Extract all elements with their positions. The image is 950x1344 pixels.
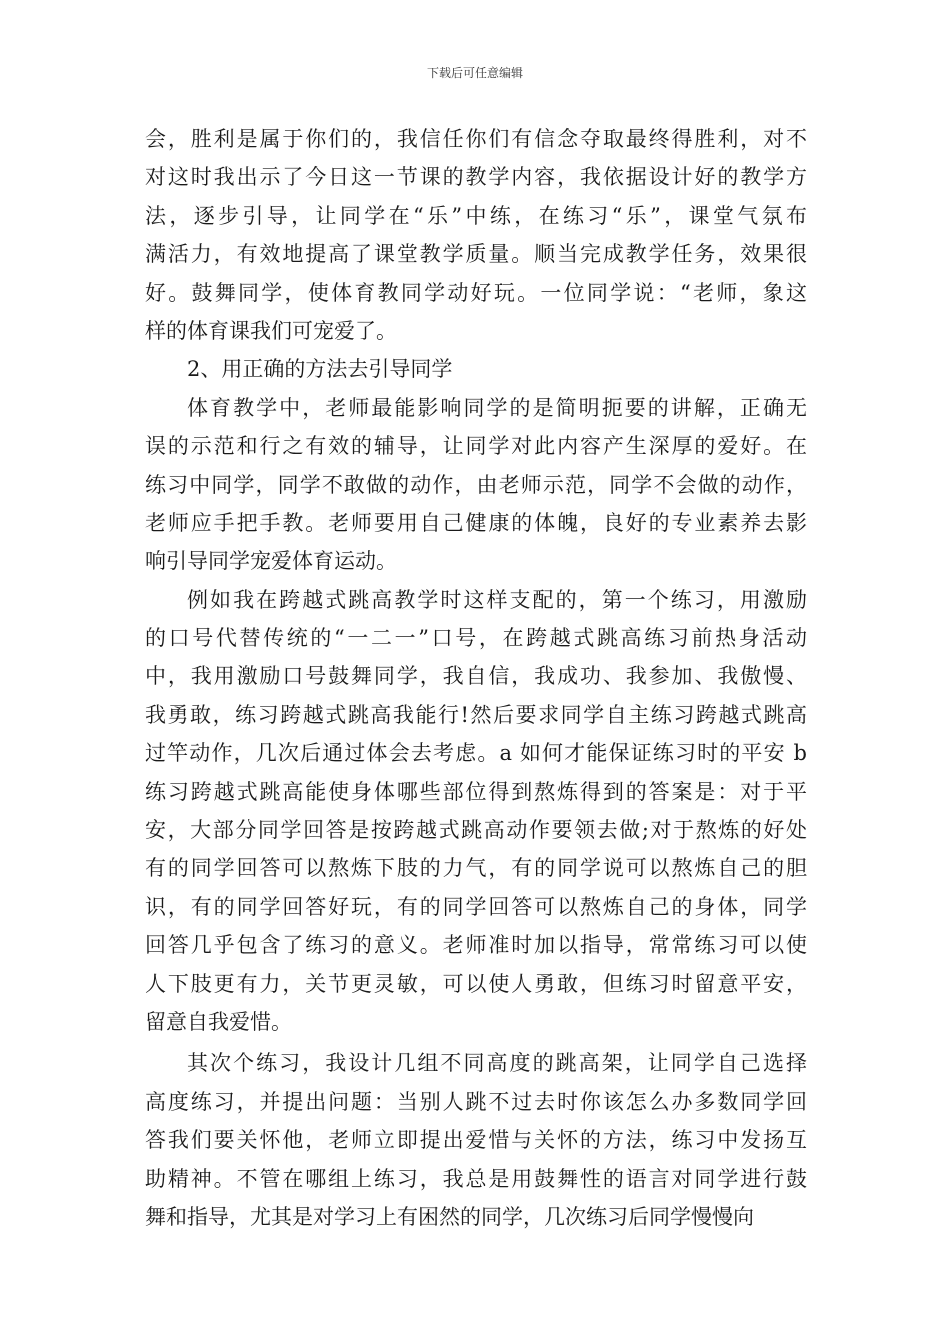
paragraph — [145, 581, 807, 1042]
text-line: 满活力，有效地提高了课堂教学质量。顺当完成教学任务，效果很 — [145, 242, 807, 267]
text-line: 有的同学回答可以熬炼下肢的力气，有的同学说可以熬炼自己的胆 — [145, 856, 807, 881]
text-line: 我勇敢，练习跨越式跳高我能行!然后要求同学自主练习跨越式跳高 — [145, 702, 807, 727]
text-line: 老师应手把手教。老师要用自己健康的体魄，良好的专业素养去影 — [145, 510, 807, 535]
text-line: 会，胜利是属于你们的，我信任你们有信念夺取最终得胜利，对不 — [145, 127, 807, 151]
text-line: 练习中同学，同学不敢做的动作，由老师示范，同学不会做的动作， — [145, 472, 807, 497]
text-line: 的口号代替传统的“一二一”口号，在跨越式跳高练习前热身活动 — [145, 626, 807, 651]
paragraph — [145, 389, 807, 581]
paragraph — [145, 350, 807, 388]
text-line: 误的示范和行之有效的辅导，让同学对此内容产生深厚的爱好。在 — [145, 434, 807, 459]
text-line: 过竿动作，几次后通过体会去考虑。a 如何才能保证练习时的平安 b — [145, 741, 807, 766]
page-header: 下载后可任意编辑 — [426, 66, 523, 80]
text-line: 人下肢更有力，关节更灵敏，可以使人勇敢，但练习时留意平安， — [145, 971, 807, 996]
text-line: 练习跨越式跳高能使身体哪些部位得到熬炼得到的答案是：对于平 — [145, 779, 807, 804]
text-line: 中，我用激励口号鼓舞同学，我自信，我成功、我参加、我傲慢、 — [145, 664, 807, 689]
text-line: 2、用正确的方法去引导同学 — [187, 357, 453, 382]
text-line: 体育教学中，老师最能影响同学的是简明扼要的讲解，正确无 — [187, 395, 807, 420]
text-line: 好。鼓舞同学，使体育教同学动好玩。一位同学说：“老师，象这 — [145, 280, 807, 305]
text-line: 舞和指导，尤其是对学习上有困然的同学，几次练习后同学慢慢向 — [145, 1204, 754, 1229]
paragraph — [145, 120, 807, 350]
text-line: 回答几乎包含了练习的意义。老师准时加以指导，常常练习可以使 — [145, 933, 807, 958]
text-line: 答我们要关怀他，老师立即提出爱惜与关怀的方法，练习中发扬互 — [145, 1128, 807, 1153]
text-line: 留意自我爱惜。 — [145, 1009, 292, 1034]
text-line: 响引导同学宠爱体育运动。 — [145, 549, 397, 574]
text-line: 法，逐步引导，让同学在“乐”中练，在练习“乐”，课堂气氛布 — [145, 203, 807, 228]
paragraph — [145, 1044, 807, 1236]
text-line: 对这时我出示了今日这一节课的教学内容，我依据设计好的教学方 — [145, 165, 807, 190]
text-line: 识，有的同学回答好玩，有的同学回答可以熬炼自己的身体，同学 — [145, 894, 807, 919]
document-body — [145, 120, 807, 1236]
text-line: 样的体育课我们可宠爱了。 — [145, 318, 397, 343]
text-line: 其次个练习，我设计几组不同高度的跳高架，让同学自己选择 — [187, 1051, 807, 1076]
text-line: 高度练习，并提出问题：当别人跳不过去时你该怎么办多数同学回 — [145, 1089, 807, 1114]
text-line: 例如我在跨越式跳高教学时这样支配的，第一个练习，用激励 — [187, 587, 807, 612]
text-line: 助精神。不管在哪组上练习，我总是用鼓舞性的语言对同学进行鼓 — [145, 1166, 807, 1191]
text-line: 安，大部分同学回答是按跨越式跳高动作要领去做;对于熬炼的好处 — [145, 818, 807, 843]
